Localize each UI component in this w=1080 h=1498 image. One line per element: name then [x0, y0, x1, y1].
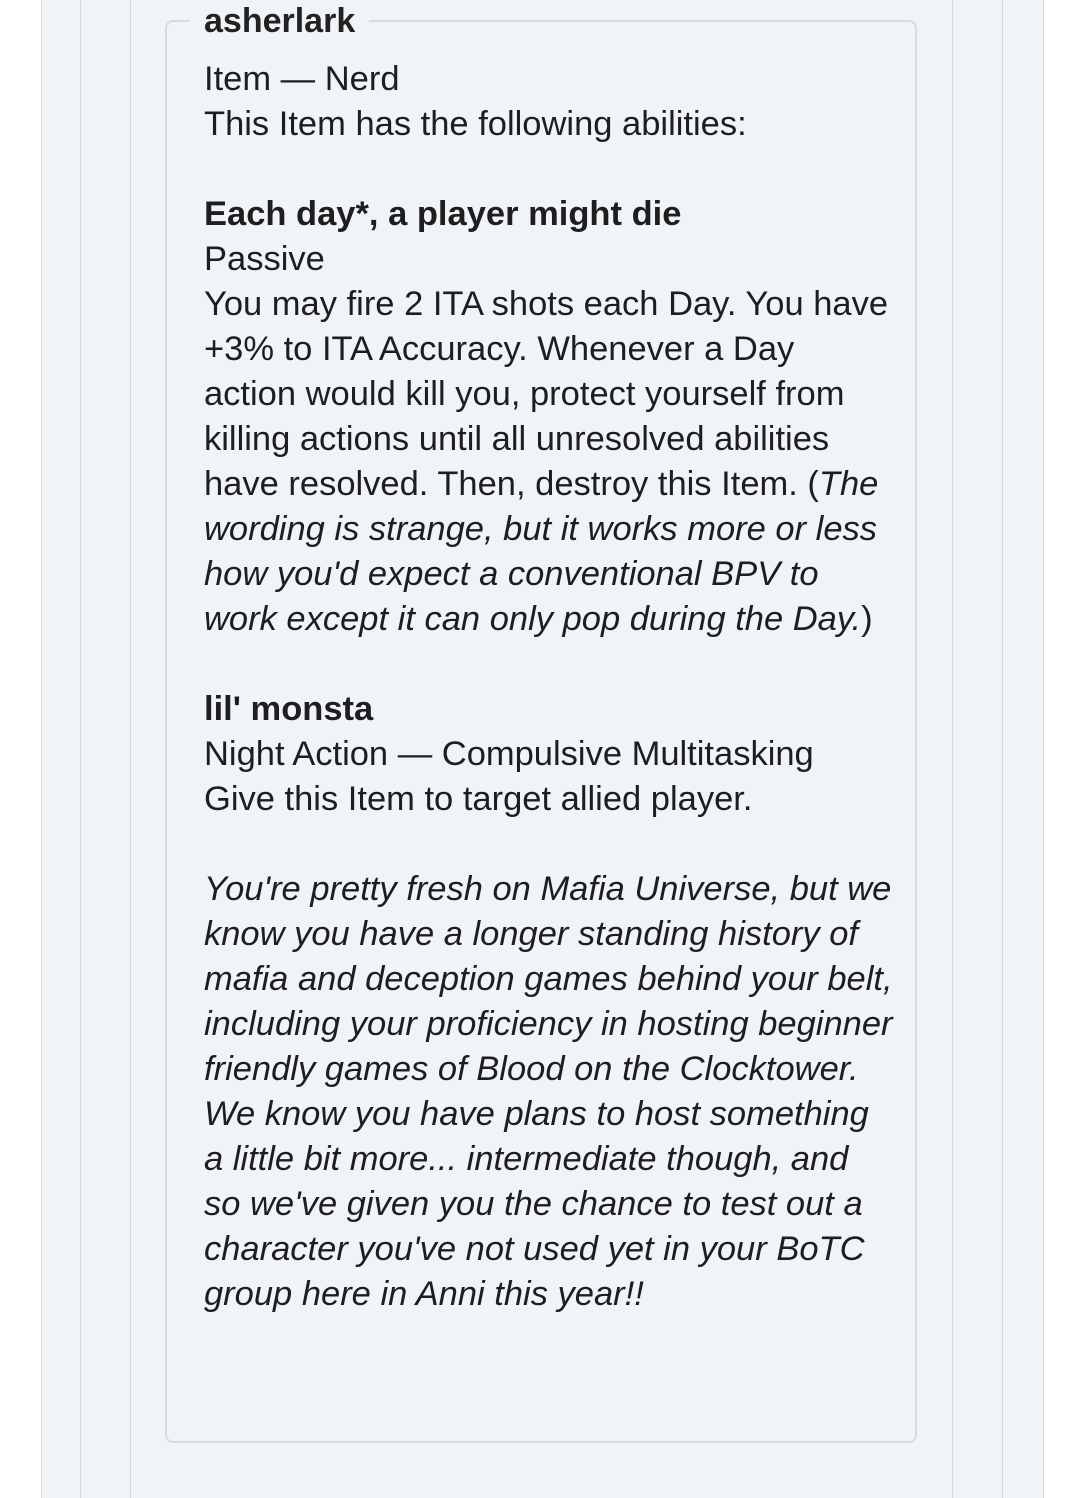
- ability-type: Passive: [204, 240, 325, 278]
- item-header: Item — Nerd: [204, 60, 400, 98]
- ability-description: Give this Item to target allied player.: [204, 780, 753, 818]
- role-pm-content: [204, 57, 894, 1317]
- quote-nest-line: [130, 0, 131, 1498]
- quote-nest-line: [80, 0, 81, 1498]
- ability-type: Night Action — Compulsive Multitasking: [204, 735, 814, 773]
- ability-name: Each day*, a player might die: [204, 195, 682, 233]
- quote-nest-line: [952, 0, 953, 1498]
- ability-name: lil' monsta: [204, 690, 374, 728]
- quote-nest-line: [1002, 0, 1003, 1498]
- flavor-text: You're pretty fresh on Mafia Universe, but we know you have a longer standing history of mafia and deception games behind your belt, including your proficiency in hosting beginner friendly games of Blood on the Clocktower. We know you have plans to host something a little bit more... intermediate though, and so we've given you the chance to test out a character you've not used yet in your BoTC group here in Anni this year!!: [204, 870, 893, 1313]
- abilities-intro: This Item has the following abilities:: [204, 105, 747, 143]
- spoiler-author[interactable]: asherlark: [190, 2, 369, 40]
- ability-description: You may fire 2 ITA shots each Day. You have +3% to ITA Accuracy. Whenever a Day action would kill you, protect yourself from killing actions until all unresolved abilities have resolved. Then, destroy this Item. (The wording is strange, but it works more or less how you'd expect a conventional BPV to work except it can only pop during the Day.): [204, 285, 889, 638]
